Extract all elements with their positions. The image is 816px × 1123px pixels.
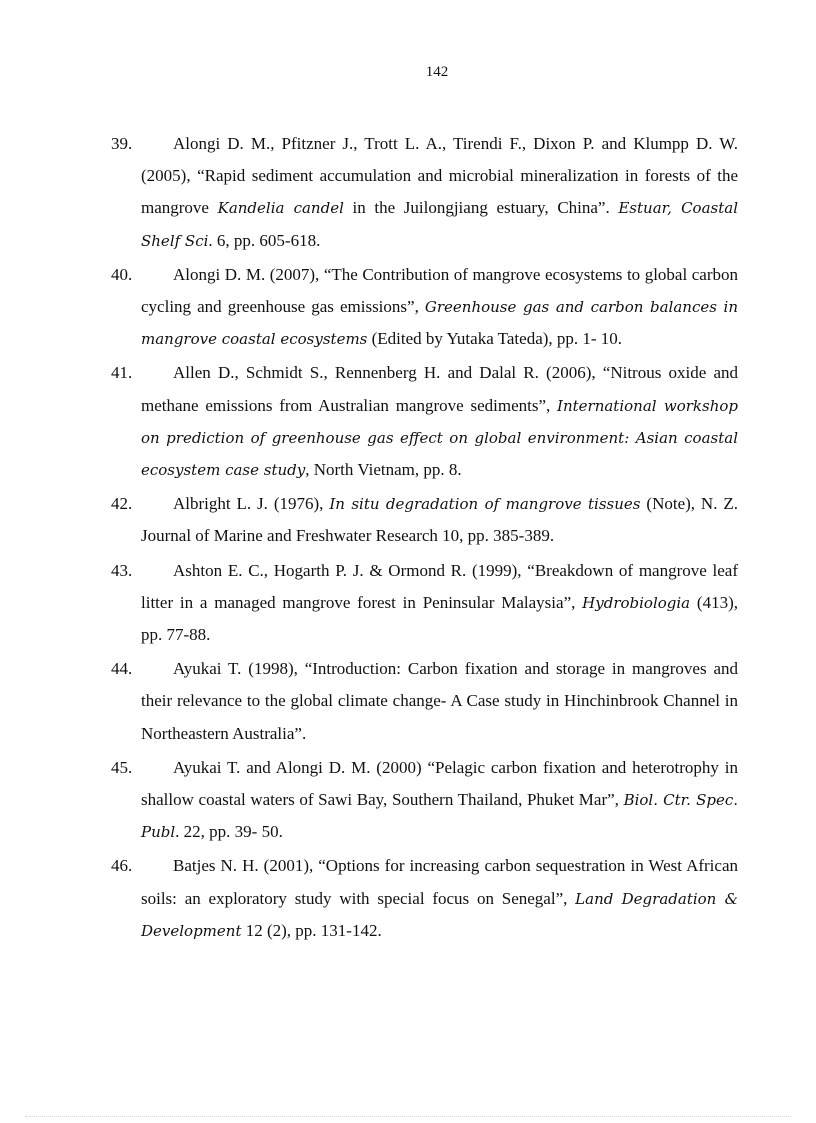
reference-italic-title: Land Degradation & Development bbox=[141, 889, 738, 940]
reference-text bbox=[141, 357, 738, 486]
reference-item bbox=[111, 850, 738, 947]
reference-item bbox=[111, 555, 738, 652]
reference-segment: . 22, pp. 39- 50. bbox=[175, 822, 283, 842]
reference-segment: Albright L. J. (1976), bbox=[173, 494, 330, 514]
reference-italic-title: In situ degradation of mangrove tissues bbox=[329, 495, 641, 514]
page-divider bbox=[25, 1116, 791, 1117]
reference-text bbox=[141, 752, 738, 849]
reference-segment: Alongi D. M., Pfitzner J., Trott L. A., Tirendi F., Dixon P. and Klumpp D. W. (2005), “Rapid sediment accumulation and microbial mineralization in forests of the mangrove bbox=[141, 134, 738, 218]
reference-item bbox=[111, 653, 738, 750]
reference-segment: Ashton E. C., Hogarth P. J. & Ormond R. (1999), “Breakdown of mangrove leaf litter in a managed mangrove forest in Peninsular Malaysia”, bbox=[141, 560, 738, 612]
reference-list bbox=[111, 128, 738, 949]
reference-number: 40. bbox=[111, 264, 133, 284]
reference-italic-title: Biol. Ctr. Spec. Publ bbox=[141, 791, 738, 842]
reference-item bbox=[111, 128, 738, 257]
reference-item bbox=[111, 752, 738, 849]
reference-segment: (413), pp. 77-88. bbox=[141, 592, 738, 645]
reference-italic-title: Estuar, Coastal Shelf Sci bbox=[141, 199, 738, 250]
reference-text bbox=[141, 259, 738, 356]
reference-segment: Alongi D. M. (2007), “The Contribution of mangrove ecosystems to global carbon cycling and greenhouse gas emissions”, bbox=[141, 264, 738, 317]
reference-number: 41. bbox=[111, 363, 133, 383]
reference-segment: Batjes N. H. (2001), “Options for increasing carbon sequestration in West African soils: an exploratory study with special focus on Senegal”, bbox=[141, 856, 738, 908]
reference-item bbox=[111, 357, 738, 486]
reference-number: 43. bbox=[111, 560, 133, 580]
reference-item bbox=[111, 259, 738, 356]
reference-segment: Allen D., Schmidt S., Rennenberg H. and Dalal R. (2006), “Nitrous oxide and methane emissions from Australian mangrove sediments”, bbox=[141, 363, 738, 415]
reference-text bbox=[141, 850, 738, 947]
reference-segment: 12 (2), pp. 131-142. bbox=[241, 920, 382, 940]
page-number: 142 bbox=[425, 64, 449, 80]
reference-text bbox=[141, 653, 738, 750]
reference-segment: . 6, pp. 605-618. bbox=[208, 230, 321, 250]
reference-text bbox=[141, 555, 738, 652]
reference-number: 45. bbox=[111, 757, 133, 777]
reference-segment: Ayukai T. and Alongi D. M. (2000) “Pelagic carbon fixation and heterotrophy in shallow coastal waters of Sawi Bay, Southern Thailand, Phuket Mar”, bbox=[141, 757, 738, 810]
reference-number: 39. bbox=[111, 134, 133, 153]
reference-italic-title: International workshop on prediction of greenhouse gas effect on global environment: Asian coastal ecosystem case study bbox=[141, 396, 738, 480]
reference-italic-title: Greenhouse gas and carbon balances in mangrove coastal ecosystems bbox=[141, 298, 738, 349]
reference-segment: in the Juilongjiang estuary, China”. bbox=[343, 198, 619, 218]
reference-italic-title: Kandelia candel bbox=[217, 199, 344, 218]
reference-number: 46. bbox=[111, 856, 133, 876]
reference-number: 44. bbox=[111, 659, 133, 679]
reference-segment: Ayukai T. (1998), “Introduction: Carbon fixation and storage in mangroves and their relevance to the global climate change- A Case study in Hinchinbrook Channel in Northeastern Australia”. bbox=[141, 659, 738, 743]
reference-segment: , North Vietnam, pp. 8. bbox=[305, 460, 462, 480]
reference-segment: (Edited by Yutaka Tateda), pp. 1- 10. bbox=[367, 329, 623, 349]
reference-item bbox=[111, 488, 738, 552]
reference-italic-title: Hydrobiologia bbox=[582, 593, 691, 612]
reference-text bbox=[141, 128, 738, 257]
reference-text bbox=[141, 488, 738, 552]
reference-number: 42. bbox=[111, 494, 133, 514]
reference-segment: (Note), N. Z. Journal of Marine and Freshwater Research 10, pp. 385-389. bbox=[141, 494, 739, 546]
